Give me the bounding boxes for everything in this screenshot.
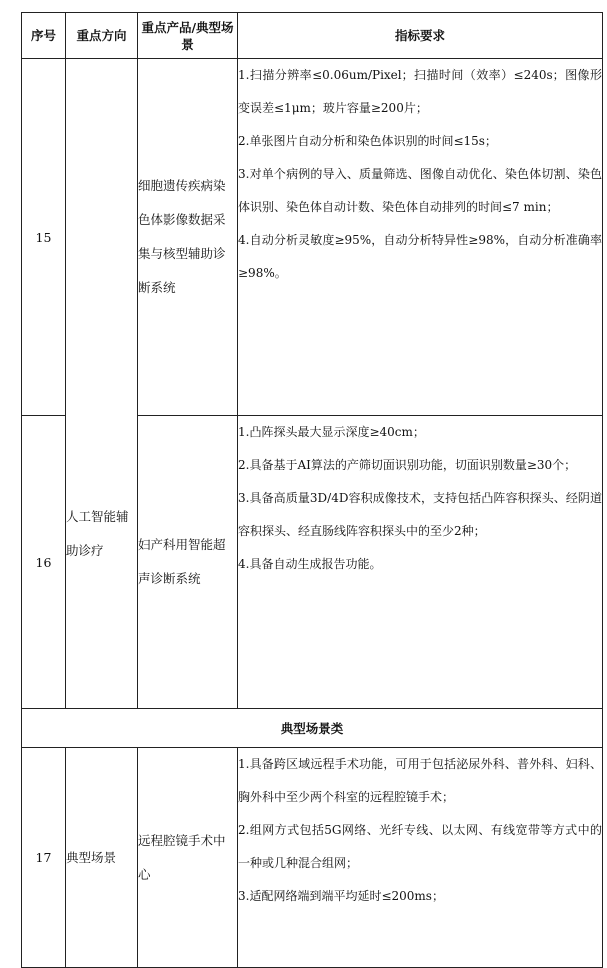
header-product: 重点产品/典型场景	[138, 13, 238, 59]
section-row	[22, 709, 603, 748]
requirement-item: 2.单张图片自动分析和染色体识别的时间≤15s；	[238, 134, 497, 148]
spec-table	[21, 12, 603, 968]
row-seq: 16	[22, 416, 66, 709]
row-seq: 17	[22, 748, 66, 968]
table-row	[22, 748, 603, 968]
row-product: 细胞遗传疾病染色体影像数据采集与核型辅助诊断系统	[138, 59, 238, 416]
row-requirements	[238, 416, 603, 709]
row-direction	[66, 59, 138, 709]
requirement-item: 3.具备高质量3D/4D容积成像技术，支持包括凸阵容积探头、经阴道容积探头、经直肠线阵容积探头中的至少2种；	[238, 491, 602, 538]
row-product: 远程腔镜手术中心	[138, 748, 238, 968]
header-requirements: 指标要求	[238, 13, 603, 59]
requirement-item: 1.扫描分辨率≤0.06um/Pixel；扫描时间（效率）≤240s；图像形变误差≤1μm；玻片容量≥200片；	[238, 68, 602, 115]
section-title: 典型场景类	[22, 709, 603, 748]
header-row	[22, 13, 603, 59]
header-direction: 重点方向	[66, 13, 138, 59]
requirement-item: 4.自动分析灵敏度≥95%，自动分析特异性≥98%，自动分析准确率≥98%。	[238, 233, 602, 280]
row-requirements	[238, 59, 603, 416]
requirement-item: 2.组网方式包括5G网络、光纤专线、以太网、有线宽带等方式中的一种或几种混合组网；	[238, 823, 602, 870]
requirement-item: 3.对单个病例的导入、质量筛选、图像自动优化、染色体切割、染色体识别、染色体自动计数、染色体自动排列的时间≤7 min；	[238, 167, 602, 214]
row-direction: 典型场景	[66, 748, 138, 968]
direction-label: 人工智能辅助诊疗	[66, 508, 129, 558]
row-seq: 15	[22, 59, 66, 416]
requirement-item: 1.具备跨区域远程手术功能，可用于包括泌尿外科、普外科、妇科、胸外科中至少两个科室的远程腔镜手术；	[238, 757, 602, 804]
table-row	[22, 59, 603, 416]
row-product: 妇产科用智能超声诊断系统	[138, 416, 238, 709]
header-seq: 序号	[22, 13, 66, 59]
requirement-item: 1.凸阵探头最大显示深度≥40cm；	[238, 425, 425, 439]
requirement-item: 3.适配网络端到端平均延时≤200ms；	[238, 889, 444, 903]
row-requirements	[238, 748, 603, 968]
requirement-item: 4.具备自动生成报告功能。	[238, 557, 382, 571]
requirement-item: 2.具备基于AI算法的产筛切面识别功能，切面识别数量≥30个；	[238, 458, 577, 472]
